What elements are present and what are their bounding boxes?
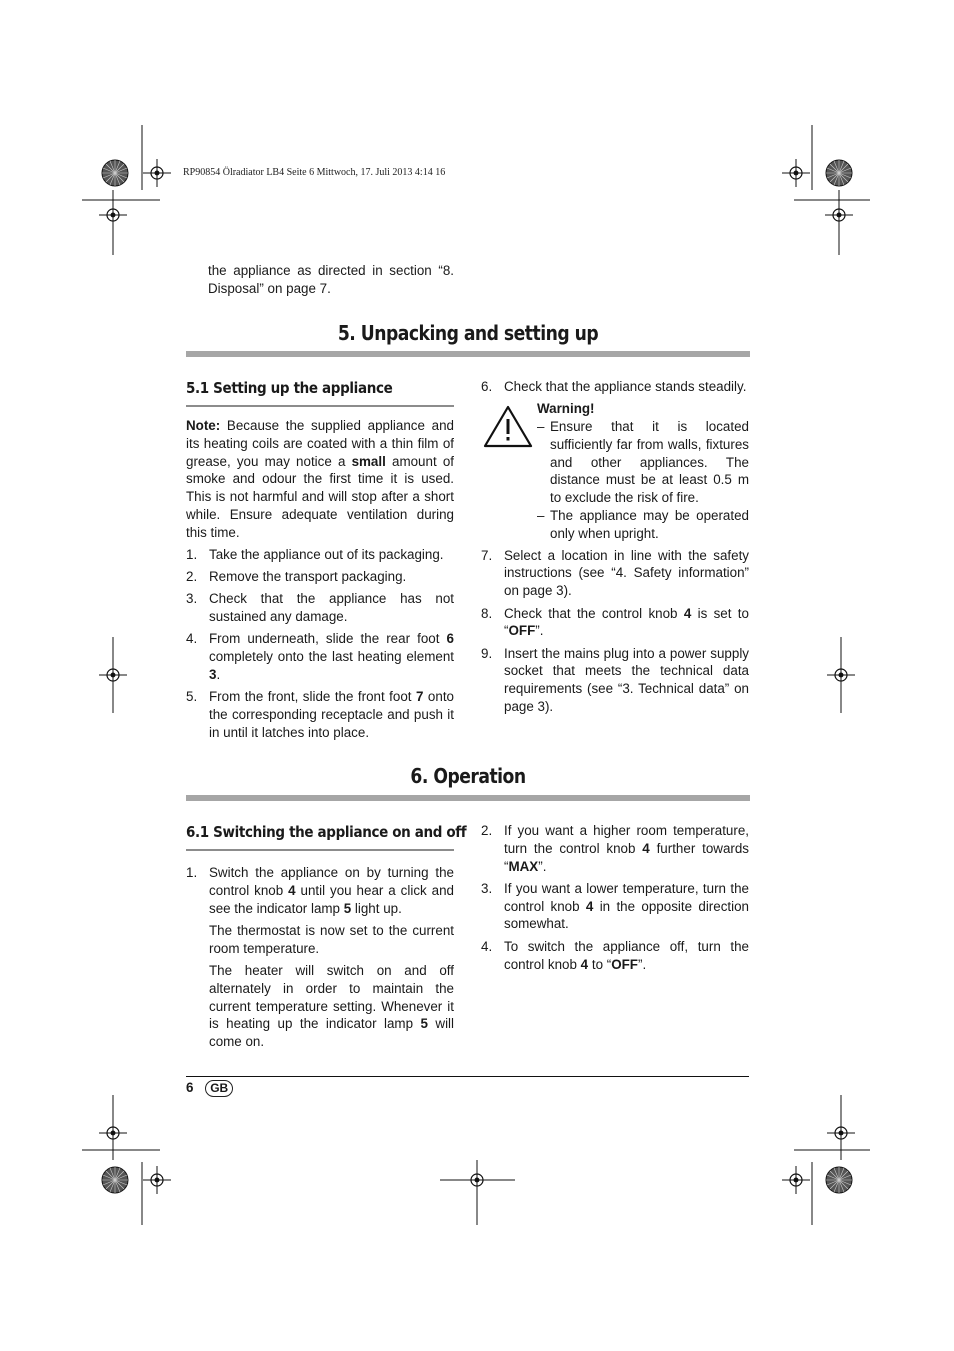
list-item: [481, 938, 749, 974]
operation-steps-list-continued: [481, 822, 749, 973]
note-text: Because the supplied appliance and its heating coils are coated with a thin film of grease, you may notice a: [186, 418, 454, 469]
step-text: [209, 864, 454, 917]
setting-label: MAX: [508, 858, 539, 874]
step-text: Insert the mains plug into a power supply socket that meets the technical data requirements (see “3. Technical data” on page 3).: [504, 645, 749, 715]
step-text: Select a location in line with the safety instructions (see “4. Safety information” on page 3).: [504, 547, 749, 599]
warning-item: [537, 507, 749, 543]
step-text: Take the appliance out of its packaging.: [209, 546, 444, 562]
part-number: 7: [416, 689, 424, 705]
setting-label: OFF: [611, 956, 638, 972]
dash-bullet: –: [537, 419, 545, 435]
step-text: in the opposite direction somewhat.: [504, 898, 749, 932]
step-text-part: will come on.: [209, 1016, 454, 1050]
step-text: If you want a lower temperature, turn the control knob: [504, 880, 749, 914]
list-item: [481, 822, 749, 875]
warning-block: [481, 400, 749, 542]
step-text: to “: [588, 956, 612, 972]
list-item: [481, 378, 749, 396]
part-number: 5: [420, 1016, 428, 1032]
list-item: [481, 605, 749, 641]
setup-steps-list: [186, 546, 454, 742]
country-badge: GB: [205, 1080, 233, 1097]
subsection-5-1-title: 5.1 Setting up the appliance: [186, 379, 393, 397]
step-number: 1.: [186, 546, 198, 562]
part-number: 4: [580, 956, 589, 972]
note-label: Note:: [186, 418, 221, 433]
step-number: 3.: [186, 591, 198, 607]
step-number: 4.: [186, 631, 198, 647]
subsection-6-1-title: 6.1 Switching the appliance on and off: [186, 823, 467, 841]
list-item: [186, 546, 454, 564]
part-number: 6: [446, 631, 454, 647]
step-text: Check that the appliance stands steadily.: [504, 379, 747, 394]
list-item: [481, 880, 749, 933]
step-text-part: until you hear a click and see the indicator lamp: [209, 882, 455, 916]
step-text: completely onto the last heating element: [209, 649, 454, 665]
list-item: [481, 645, 749, 716]
section-5-title: 5. Unpacking and setting up: [337, 321, 599, 345]
dash-bullet: –: [537, 508, 545, 524]
part-number: 4: [683, 605, 692, 621]
setup-steps-list-continued: [481, 378, 749, 396]
step-text: ”.: [535, 623, 544, 639]
step-number: 1.: [186, 865, 198, 880]
print-header-line: RP90854 Ölradiator LB4 Seite 6 Mittwoch, 17. Juli 2013 4:14 16: [183, 167, 446, 178]
step-text-part: Switch the appliance on by turning the control knob: [209, 865, 454, 898]
subsection-5-1-rule: [186, 405, 454, 407]
section-6-bar: [186, 795, 750, 801]
step-number: 7.: [481, 547, 493, 563]
warning-item: [537, 418, 749, 507]
section-5-bar: [186, 351, 750, 357]
step-note: [209, 962, 454, 1051]
list-item: [186, 864, 454, 1051]
step-text: .: [216, 666, 221, 682]
setting-label: OFF: [508, 623, 536, 639]
step-text: Remove the transport packaging.: [209, 568, 407, 584]
step-number: 8.: [481, 605, 493, 621]
operation-steps-list: [186, 864, 454, 1051]
intro-paragraph: the appliance as directed in section “8. Disposal” on page 7.: [208, 263, 454, 296]
list-item: [186, 590, 454, 626]
step-note: The thermostat is now set to the current room temperature.: [209, 922, 454, 956]
step-text: ”.: [637, 956, 647, 972]
part-number: 4: [288, 882, 296, 898]
step-number: 2.: [481, 823, 493, 838]
step-text: From the front, slide the front foot: [209, 689, 416, 705]
step-text: Check that the control knob: [504, 605, 684, 621]
footer-rule: [186, 1076, 749, 1077]
step-text: From underneath, slide the rear foot: [209, 631, 447, 647]
page-footer: [186, 1080, 233, 1097]
warning-triangle-icon: [483, 404, 533, 448]
warning-text: The appliance may be operated only when upright.: [550, 508, 749, 541]
section-5-left-column: [186, 417, 454, 746]
section-6-title: 6. Operation: [410, 764, 526, 788]
page-number: 6: [186, 1080, 194, 1095]
step-text: Check that the appliance has not sustained any damage.: [209, 591, 454, 624]
note-bold-word: small: [351, 453, 386, 469]
step-text: ”.: [538, 858, 547, 874]
step-number: 2.: [186, 568, 198, 584]
warning-label: Warning!: [537, 401, 595, 417]
step-number: 5.: [186, 689, 198, 705]
note-text-end: amount of smoke and odour the first time it is used. This is not harmful and will stop after a short while. Ensure adequate ventilation during this time.: [186, 453, 454, 540]
step-text: further towards “: [504, 840, 749, 874]
note-paragraph: [186, 417, 454, 542]
step-number: 3.: [481, 880, 493, 896]
step-number: 4.: [481, 938, 493, 954]
part-number: 3: [209, 666, 217, 682]
list-item: [186, 630, 454, 683]
step-text-part: The heater will switch on and off alternately in order to maintain the current temperature setting. Whenever it is heating up the indicator lamp: [209, 962, 454, 1032]
step-text: onto the corresponding receptacle and push it in until it latches into place.: [209, 689, 454, 740]
part-number: 4: [642, 840, 650, 856]
list-item: [481, 547, 749, 600]
step-text-part: light up.: [351, 900, 402, 916]
step-text: If you want a higher room temperature, turn the control knob: [504, 823, 749, 856]
step-number: 9.: [481, 645, 493, 661]
section-6-left-column: [186, 864, 454, 1055]
list-item: [186, 568, 454, 586]
subsection-6-1-rule: [186, 849, 454, 851]
list-item: [186, 688, 454, 741]
section-5-right-column: [481, 378, 749, 720]
step-number: 6.: [481, 379, 493, 394]
part-number: 4: [585, 898, 594, 914]
setup-steps-list-continued-2: [481, 547, 749, 716]
step-text: To switch the appliance off, turn the control knob: [504, 938, 749, 972]
section-6-right-column: [481, 822, 749, 978]
part-number: 5: [343, 900, 352, 916]
warning-text: Ensure that it is located sufficiently far from walls, fixtures and other appliances. The distance must be at least 0.5 m to exclude the risk of fire.: [550, 419, 749, 506]
step-text: is set to “: [504, 605, 749, 639]
